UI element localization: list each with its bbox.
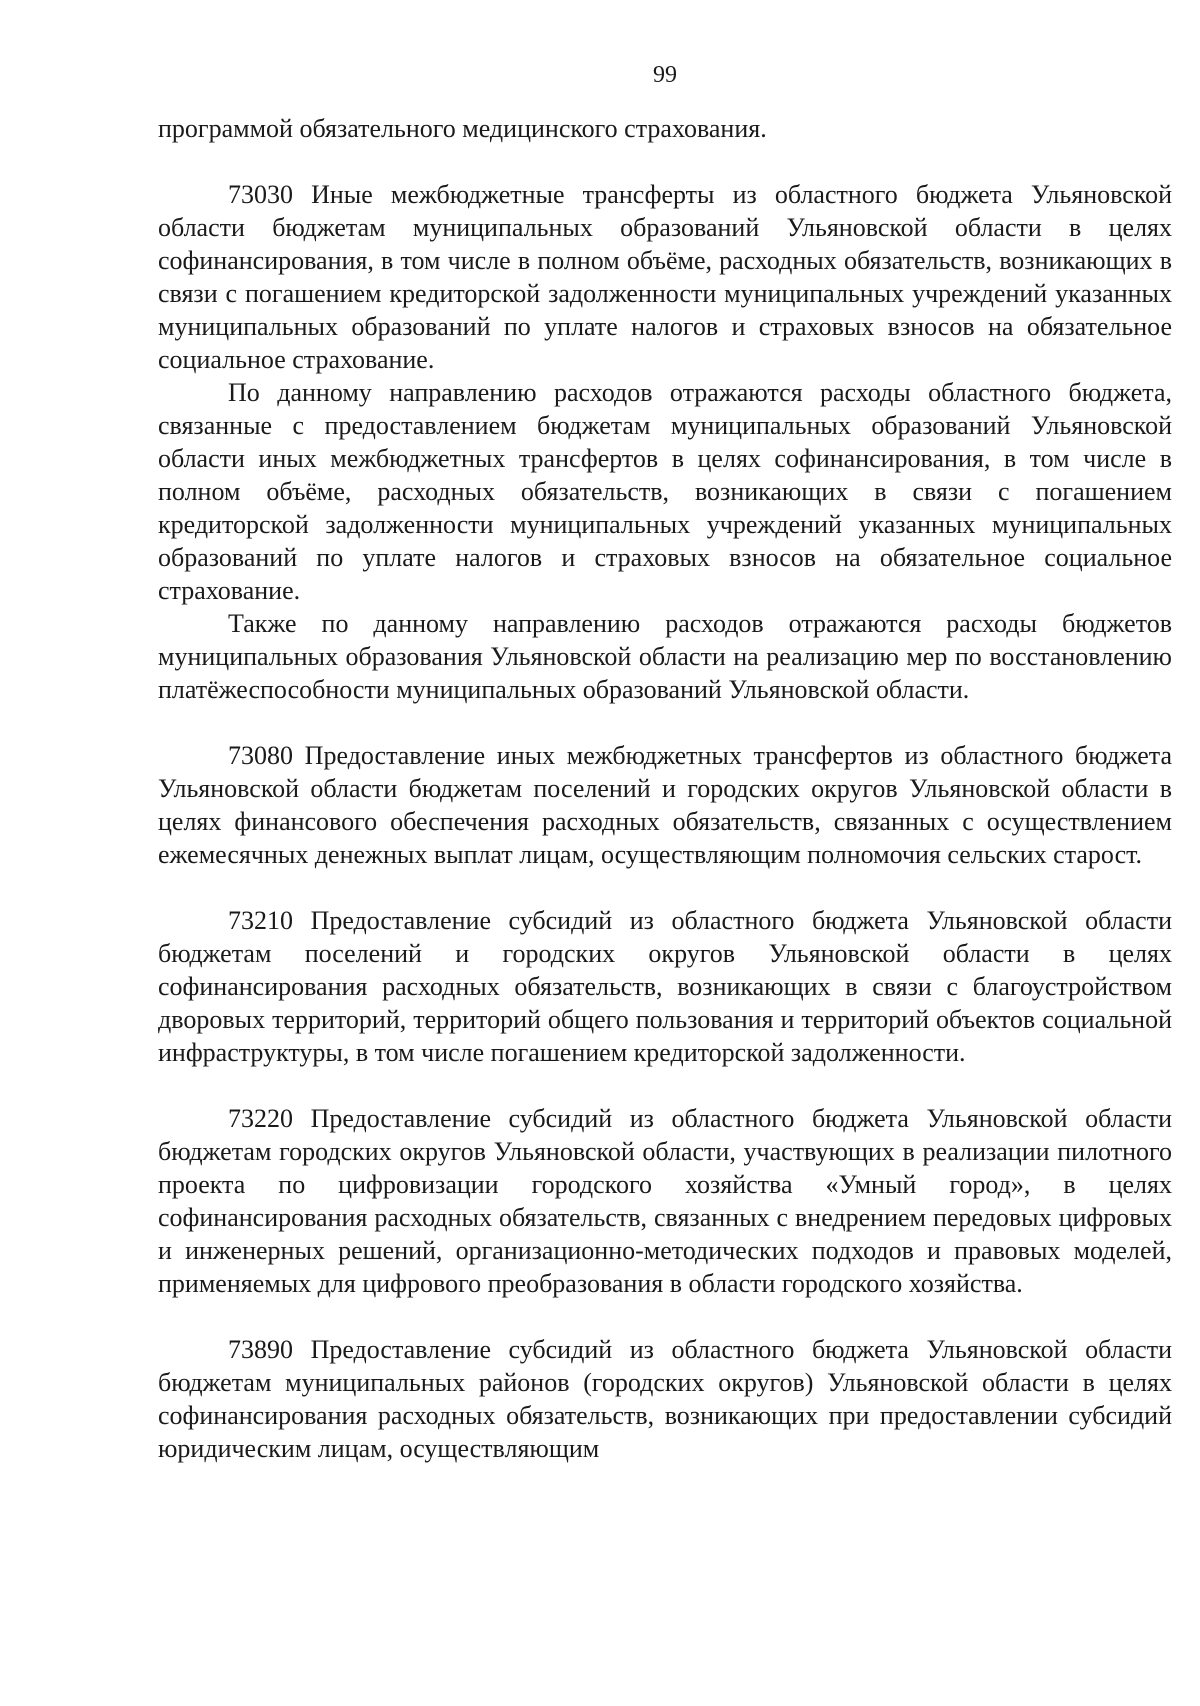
paragraph-73210: 73210 Предоставление субсидий из областного бюджета Ульяновской области бюджетам поселений и городских округов Ульяновской области в целях софинансирования расходных обязательств, возникающих в связи с благоустройством дворовых территорий, территорий общего пользования и территорий объектов социальной инфраструктуры, в том числе погашением кредиторской задолженности.: [158, 906, 1172, 1067]
paragraph-73080: 73080 Предоставление иных межбюджетных трансфертов из областного бюджета Ульяновской области бюджетам поселений и городских округов Ульяновской области в целях финансового обеспечения расходных обязательств, связанных с осуществлением ежемесячных денежных выплат лицам, осуществляющим полномочия сельских старост.: [158, 741, 1172, 869]
paragraph-73030-additional: Также по данному направлению расходов отражаются расходы бюджетов муниципальных образования Ульяновской области на реализацию мер по восстановлению платёжеспособности муниципальных образований Ульяновской области.: [158, 609, 1172, 704]
document-body: [158, 112, 1172, 1465]
paragraph-73890: 73890 Предоставление субсидий из областного бюджета Ульяновской области бюджетам муниципальных районов (городских округов) Ульяновской области в целях софинансирования расходных обязательств, возникающих при предоставлении субсидий юридическим лицам, осуществляющим: [158, 1335, 1172, 1463]
paragraph-73030: 73030 Иные межбюджетные трансферты из областного бюджета Ульяновской области бюджетам муниципальных образований Ульяновской области в целях софинансирования, в том числе в полном объёме, расходных обязательств, возникающих в связи с погашением кредиторской задолженности муниципальных учреждений указанных муниципальных образований по уплате налогов и страховых взносов на обязательное социальное страхование.: [158, 180, 1172, 374]
paragraph-continuation: программой обязательного медицинского страхования.: [158, 114, 767, 143]
paragraph-73030-description: По данному направлению расходов отражаются расходы областного бюджета, связанные с предоставлением бюджетам муниципальных образований Ульяновской области иных межбюджетных трансфертов в целях софинансирования, в том числе в полном объёме, расходных обязательств, возникающих в связи с погашением кредиторской задолженности муниципальных учреждений указанных муниципальных образований по уплате налогов и страховых взносов на обязательное социальное страхование.: [158, 378, 1172, 605]
page-number: 99: [653, 62, 677, 88]
paragraph-73220: 73220 Предоставление субсидий из областного бюджета Ульяновской области бюджетам городских округов Ульяновской области, участвующих в реализации пилотного проекта по цифровизации городского хозяйства «Умный город», в целях софинансирования расходных обязательств, связанных с внедрением передовых цифровых и инженерных решений, организационно-методических подходов и правовых моделей, применяемых для цифрового преобразования в области городского хозяйства.: [158, 1104, 1172, 1298]
